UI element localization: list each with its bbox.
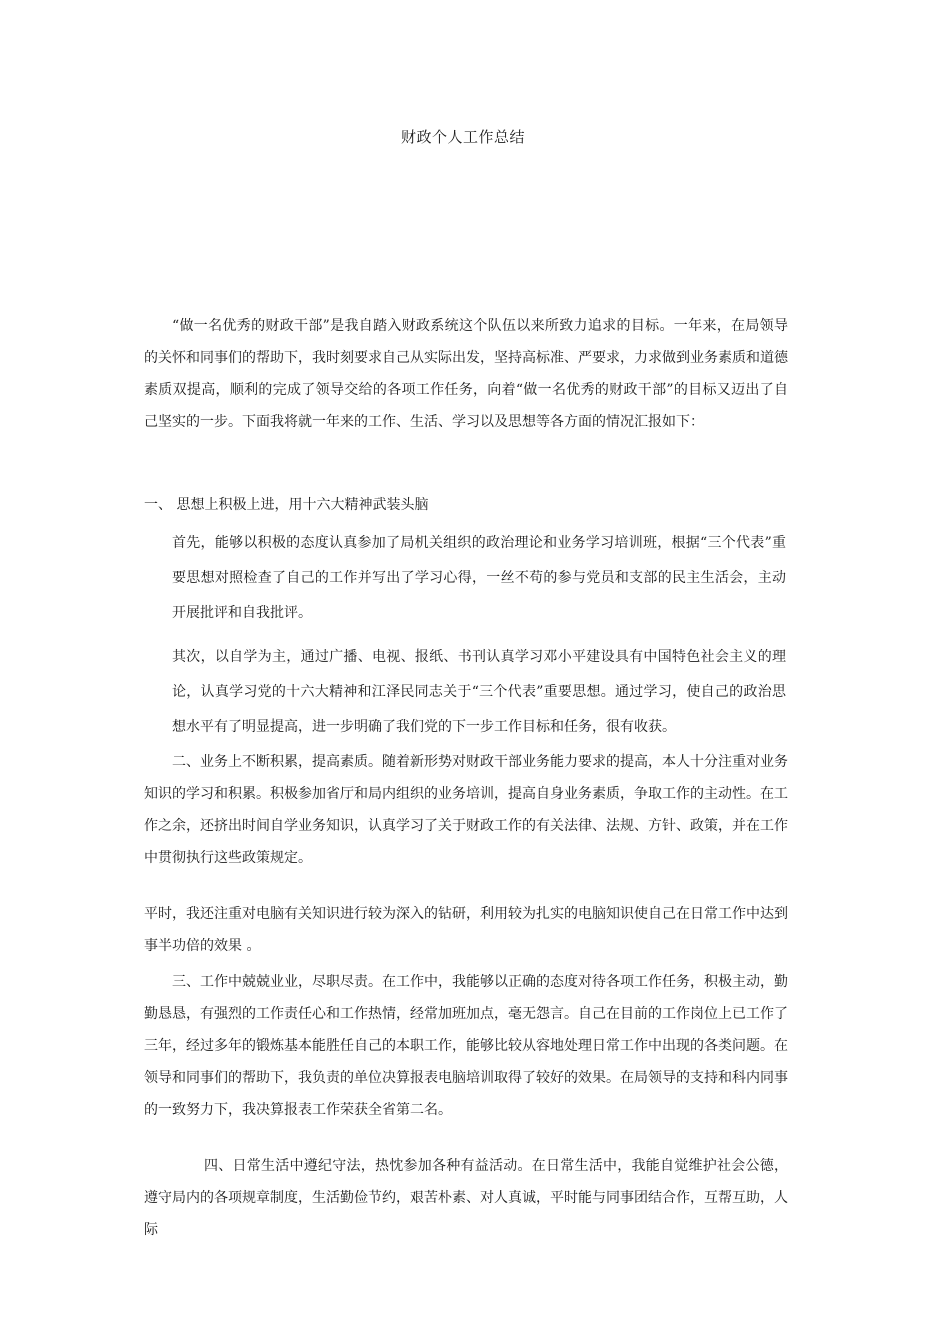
document-title: 财政个人工作总结 (400, 128, 525, 146)
section-2-paragraph: 二、业务上不断积累，提高素质。随着新形势对财政干部业务能力要求的提高，本人十分注重对业务知识的学习和积累。积极参加省厅和局内组织的业务培训，提高自身业务素质，争取工作的主动性。在工作之余，还挤出时间自学业务知识，认真学习了关于财政工作的有关法律、法规、方针、政策，并在工作中贯彻执行这些政策规定。 (144, 754, 788, 866)
section-1-heading: 一、 思想上积极上进，用十六大精神武装头脑 (144, 497, 429, 513)
section-2-extra-paragraph: 平时，我还注重对电脑有关知识进行较为深入的钻研，利用较为扎实的电脑知识使自己在日常工作中达到事半功倍的效果 。 (144, 906, 788, 954)
section-1-paragraph-1: 首先，能够以积极的态度认真参加了局机关组织的政治理论和业务学习培训班，根据“三个代表”重要思想对照检查了自己的工作并写出了学习心得，一丝不苟的参与党员和支部的民主生活会，主动开展批评和自我批评。 (172, 535, 786, 621)
section-1-paragraph-2: 其次，以自学为主，通过广播、电视、报纸、书刊认真学习邓小平建设具有中国特色社会主义的理论，认真学习党的十六大精神和江泽民同志关于“三个代表”重要思想。通过学习，使自己的政治思想水平有了明显提高，进一步明确了我们党的下一步工作目标和任务，很有收获。 (172, 649, 786, 735)
section-3-paragraph: 三、工作中兢兢业业，尽职尽责。在工作中，我能够以正确的态度对待各项工作任务，积极主动，勤勤恳恳，有强烈的工作责任心和工作热情，经常加班加点，毫无怨言。自己在目前的工作岗位上已工作了三年，经过多年的锻炼基本能胜任自己的本职工作，能够比较从容地处理日常工作中出现的各类问题。在领导和同事们的帮助下，我负责的单位决算报表电脑培训取得了较好的效果。在局领导的支持和科内同事的一致努力下，我决算报表工作荣获全省第二名。 (144, 974, 788, 1118)
intro-paragraph: “做一名优秀的财政干部”是我自踏入财政系统这个队伍以来所致力追求的目标。一年来，在局领导的关怀和同事们的帮助下，我时刻要求自己从实际出发，坚持高标准、严要求，力求做到业务素质和道德素质双提高，顺利的完成了领导交给的各项工作任务，向着“做一名优秀的财政干部”的目标又迈出了自己坚实的一步。下面我将就一年来的工作、生活、学习以及思想等各方面的情况汇报如下： (144, 318, 788, 430)
section-4-paragraph: 四、日常生活中遵纪守法，热忱参加各种有益活动。在日常生活中，我能自觉维护社会公德，遵守局内的各项规章制度，生活勤俭节约，艰苦朴素、对人真诚，平时能与同事团结合作，互帮互助，人际 (144, 1158, 788, 1238)
